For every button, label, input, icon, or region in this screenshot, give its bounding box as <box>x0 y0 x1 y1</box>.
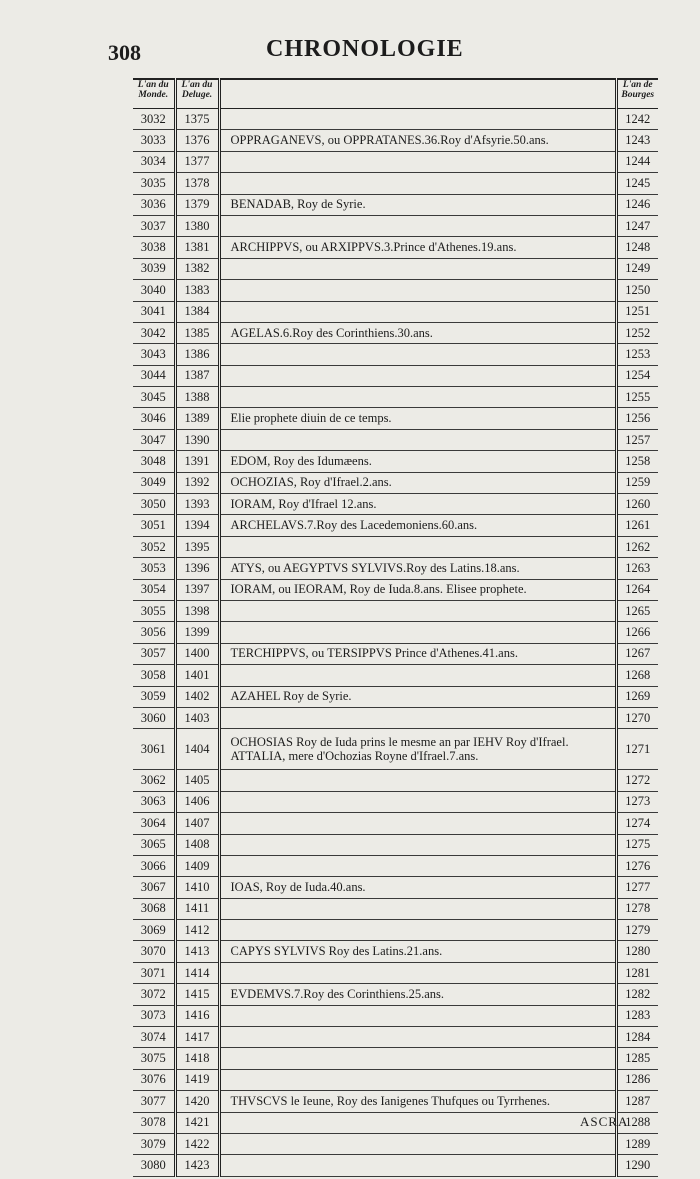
year-monde: 3037 <box>133 215 175 236</box>
table-row <box>133 920 658 941</box>
year-deluge: 1395 <box>175 536 219 557</box>
year-bourges: 1264 <box>616 579 658 600</box>
event-text: TERCHIPPVS, ou TERSIPPVS Prince d'Athenes.41.ans. <box>230 646 518 661</box>
year-bourges: 1273 <box>616 791 658 812</box>
year-deluge: 1417 <box>175 1027 219 1048</box>
year-bourges: 1260 <box>616 494 658 515</box>
table-row <box>133 643 658 664</box>
year-deluge: 1412 <box>175 920 219 941</box>
table-row <box>133 622 658 643</box>
year-deluge: 1410 <box>175 877 219 898</box>
event-cell <box>219 387 616 408</box>
year-monde: 3045 <box>133 387 175 408</box>
table-row <box>133 1005 658 1026</box>
year-deluge: 1384 <box>175 301 219 322</box>
table-row <box>133 1048 658 1069</box>
year-monde: 3059 <box>133 686 175 707</box>
year-bourges: 1278 <box>616 898 658 919</box>
year-deluge: 1406 <box>175 791 219 812</box>
year-deluge: 1390 <box>175 429 219 450</box>
table-row <box>133 322 658 343</box>
year-monde: 3070 <box>133 941 175 962</box>
event-cell <box>219 451 616 472</box>
year-monde: 3077 <box>133 1091 175 1112</box>
year-bourges: 1288 <box>616 1112 658 1133</box>
year-deluge: 1387 <box>175 365 219 386</box>
year-bourges: 1284 <box>616 1027 658 1048</box>
event-text: ARCHIPPVS, ou ARXIPPVS.3.Prince d'Athenes.19.ans. <box>230 240 517 255</box>
year-bourges: 1271 <box>616 729 658 770</box>
year-bourges: 1267 <box>616 643 658 664</box>
year-deluge: 1409 <box>175 855 219 876</box>
year-monde: 3065 <box>133 834 175 855</box>
year-deluge: 1408 <box>175 834 219 855</box>
year-bourges: 1242 <box>616 109 658 130</box>
event-cell <box>219 707 616 728</box>
year-monde: 3055 <box>133 600 175 621</box>
table-row <box>133 280 658 301</box>
event-cell <box>219 1112 616 1133</box>
year-bourges: 1248 <box>616 237 658 258</box>
event-cell <box>219 877 616 898</box>
table-row <box>133 707 658 728</box>
year-deluge: 1392 <box>175 472 219 493</box>
year-deluge: 1397 <box>175 579 219 600</box>
year-bourges: 1254 <box>616 365 658 386</box>
table-row <box>133 258 658 279</box>
year-deluge: 1386 <box>175 344 219 365</box>
event-text: OCHOZIAS, Roy d'Ifrael.2.ans. <box>230 475 392 490</box>
table-row <box>133 941 658 962</box>
year-monde: 3042 <box>133 322 175 343</box>
year-deluge: 1399 <box>175 622 219 643</box>
table-header-row <box>133 79 658 109</box>
year-bourges: 1246 <box>616 194 658 215</box>
table-row <box>133 729 658 770</box>
year-deluge: 1401 <box>175 665 219 686</box>
event-text: THVSCVS le Ieune, Roy des Ianigenes Thufques ou Tyrrhenes. <box>230 1093 550 1108</box>
event-cell <box>219 920 616 941</box>
year-monde: 3049 <box>133 472 175 493</box>
event-cell <box>219 280 616 301</box>
table-row <box>133 109 658 130</box>
event-cell <box>219 813 616 834</box>
year-bourges: 1257 <box>616 429 658 450</box>
year-bourges: 1261 <box>616 515 658 536</box>
event-cell <box>219 494 616 515</box>
year-bourges: 1277 <box>616 877 658 898</box>
table-row <box>133 301 658 322</box>
year-deluge: 1419 <box>175 1069 219 1090</box>
year-bourges: 1249 <box>616 258 658 279</box>
year-monde: 3032 <box>133 109 175 130</box>
event-cell <box>219 834 616 855</box>
year-monde: 3069 <box>133 920 175 941</box>
year-bourges: 1253 <box>616 344 658 365</box>
event-cell <box>219 301 616 322</box>
event-cell <box>219 408 616 429</box>
year-monde: 3044 <box>133 365 175 386</box>
event-cell <box>219 855 616 876</box>
year-bourges: 1274 <box>616 813 658 834</box>
event-cell <box>219 1091 616 1112</box>
year-deluge: 1400 <box>175 643 219 664</box>
year-deluge: 1407 <box>175 813 219 834</box>
event-cell <box>219 984 616 1005</box>
year-bourges: 1244 <box>616 151 658 172</box>
year-bourges: 1269 <box>616 686 658 707</box>
year-deluge: 1383 <box>175 280 219 301</box>
year-bourges: 1276 <box>616 855 658 876</box>
year-monde: 3036 <box>133 194 175 215</box>
col-header-monde: L'an du Monde. <box>133 79 175 109</box>
event-cell <box>219 536 616 557</box>
year-monde: 3046 <box>133 408 175 429</box>
year-deluge: 1380 <box>175 215 219 236</box>
event-cell <box>219 1005 616 1026</box>
table-row <box>133 1069 658 1090</box>
event-text: ATTALIA, mere d'Ochozias Royne d'Ifrael.7.ans. <box>230 749 479 764</box>
table-body <box>133 109 658 1177</box>
event-cell <box>219 1069 616 1090</box>
event-cell <box>219 194 616 215</box>
year-bourges: 1287 <box>616 1091 658 1112</box>
event-cell <box>219 130 616 151</box>
year-monde: 3033 <box>133 130 175 151</box>
event-cell <box>219 600 616 621</box>
table-row <box>133 515 658 536</box>
table-row <box>133 1133 658 1154</box>
year-monde: 3040 <box>133 280 175 301</box>
page-number: 308 <box>108 40 141 65</box>
year-monde: 3060 <box>133 707 175 728</box>
event-cell <box>219 515 616 536</box>
year-monde: 3035 <box>133 173 175 194</box>
year-bourges: 1265 <box>616 600 658 621</box>
year-monde: 3079 <box>133 1133 175 1154</box>
year-deluge: 1378 <box>175 173 219 194</box>
event-text: OCHOSIAS Roy de Iuda prins le mesme an par IEHV Roy d'Ifrael. <box>230 735 569 750</box>
table-row <box>133 558 658 579</box>
year-deluge: 1376 <box>175 130 219 151</box>
table-row <box>133 365 658 386</box>
year-monde: 3043 <box>133 344 175 365</box>
year-deluge: 1379 <box>175 194 219 215</box>
event-text: OPPRAGANEVS, ou OPPRATANES.36.Roy d'Afsyrie.50.ans. <box>230 133 549 148</box>
table-row <box>133 770 658 791</box>
year-monde: 3034 <box>133 151 175 172</box>
year-deluge: 1389 <box>175 408 219 429</box>
event-text: IOAS, Roy de Iuda.40.ans. <box>230 879 366 894</box>
year-monde: 3068 <box>133 898 175 919</box>
event-cell <box>219 729 616 770</box>
table-row <box>133 813 658 834</box>
year-deluge: 1385 <box>175 322 219 343</box>
year-monde: 3058 <box>133 665 175 686</box>
year-bourges: 1270 <box>616 707 658 728</box>
year-bourges: 1252 <box>616 322 658 343</box>
year-monde: 3054 <box>133 579 175 600</box>
chronology-table <box>133 78 658 1177</box>
event-cell <box>219 558 616 579</box>
year-monde: 3067 <box>133 877 175 898</box>
year-deluge: 1420 <box>175 1091 219 1112</box>
year-bourges: 1259 <box>616 472 658 493</box>
year-deluge: 1388 <box>175 387 219 408</box>
year-bourges: 1262 <box>616 536 658 557</box>
event-text: AGELAS.6.Roy des Corinthiens.30.ans. <box>230 325 433 340</box>
year-deluge: 1381 <box>175 237 219 258</box>
table-row <box>133 472 658 493</box>
year-bourges: 1280 <box>616 941 658 962</box>
table-row <box>133 387 658 408</box>
table-row <box>133 494 658 515</box>
event-cell <box>219 258 616 279</box>
year-deluge: 1421 <box>175 1112 219 1133</box>
event-cell <box>219 941 616 962</box>
year-monde: 3064 <box>133 813 175 834</box>
year-bourges: 1245 <box>616 173 658 194</box>
table-row <box>133 237 658 258</box>
table-row <box>133 898 658 919</box>
running-head: CHRONOLOGIE <box>266 36 464 62</box>
event-cell <box>219 215 616 236</box>
year-monde: 3051 <box>133 515 175 536</box>
table-row <box>133 791 658 812</box>
table-row <box>133 686 658 707</box>
event-cell <box>219 173 616 194</box>
event-cell <box>219 1027 616 1048</box>
event-cell <box>219 1048 616 1069</box>
year-bourges: 1250 <box>616 280 658 301</box>
table-row <box>133 855 658 876</box>
col-header-bourges: L'an de Bourges <box>616 79 658 109</box>
year-monde: 3063 <box>133 791 175 812</box>
year-monde: 3053 <box>133 558 175 579</box>
table-row <box>133 429 658 450</box>
event-cell <box>219 344 616 365</box>
year-monde: 3061 <box>133 729 175 770</box>
table-row <box>133 834 658 855</box>
event-cell <box>219 472 616 493</box>
event-cell <box>219 237 616 258</box>
year-bourges: 1258 <box>616 451 658 472</box>
year-monde: 3073 <box>133 1005 175 1026</box>
year-bourges: 1289 <box>616 1133 658 1154</box>
year-deluge: 1416 <box>175 1005 219 1026</box>
event-text: EVDEMVS.7.Roy des Corinthiens.25.ans. <box>230 986 445 1001</box>
table-row <box>133 215 658 236</box>
year-deluge: 1418 <box>175 1048 219 1069</box>
year-deluge: 1404 <box>175 729 219 770</box>
year-bourges: 1272 <box>616 770 658 791</box>
event-cell <box>219 791 616 812</box>
event-cell <box>219 770 616 791</box>
year-monde: 3052 <box>133 536 175 557</box>
year-monde: 3066 <box>133 855 175 876</box>
year-bourges: 1275 <box>616 834 658 855</box>
event-cell <box>219 322 616 343</box>
year-deluge: 1423 <box>175 1155 219 1176</box>
year-monde: 3076 <box>133 1069 175 1090</box>
year-deluge: 1391 <box>175 451 219 472</box>
event-text: ATYS, ou AEGYPTVS SYLVIVS.Roy des Latins.18.ans. <box>230 560 520 575</box>
year-deluge: 1414 <box>175 962 219 983</box>
table-row <box>133 194 658 215</box>
year-monde: 3039 <box>133 258 175 279</box>
event-cell <box>219 109 616 130</box>
year-monde: 3038 <box>133 237 175 258</box>
event-cell <box>219 898 616 919</box>
catchword: ASCRA <box>580 1114 629 1129</box>
event-cell <box>219 1155 616 1176</box>
event-text: AZAHEL Roy de Syrie. <box>230 689 352 704</box>
table-row <box>133 962 658 983</box>
table-row <box>133 151 658 172</box>
event-cell <box>219 622 616 643</box>
table-row <box>133 1155 658 1176</box>
event-cell <box>219 429 616 450</box>
table-row <box>133 1027 658 1048</box>
table-row <box>133 408 658 429</box>
table-row <box>133 600 658 621</box>
year-bourges: 1283 <box>616 1005 658 1026</box>
table-row <box>133 536 658 557</box>
year-bourges: 1281 <box>616 962 658 983</box>
event-text: Elie prophete diuin de ce temps. <box>230 411 392 426</box>
table-row <box>133 984 658 1005</box>
table-row <box>133 130 658 151</box>
year-deluge: 1377 <box>175 151 219 172</box>
year-monde: 3041 <box>133 301 175 322</box>
year-monde: 3062 <box>133 770 175 791</box>
event-cell <box>219 962 616 983</box>
event-text: CAPYS SYLVIVS Roy des Latins.21.ans. <box>230 944 443 959</box>
year-deluge: 1394 <box>175 515 219 536</box>
year-bourges: 1247 <box>616 215 658 236</box>
table-row <box>133 451 658 472</box>
year-deluge: 1413 <box>175 941 219 962</box>
table-row <box>133 665 658 686</box>
year-monde: 3050 <box>133 494 175 515</box>
year-bourges: 1279 <box>616 920 658 941</box>
year-deluge: 1398 <box>175 600 219 621</box>
year-monde: 3075 <box>133 1048 175 1069</box>
year-deluge: 1396 <box>175 558 219 579</box>
year-bourges: 1243 <box>616 130 658 151</box>
year-bourges: 1256 <box>616 408 658 429</box>
year-monde: 3074 <box>133 1027 175 1048</box>
event-cell <box>219 365 616 386</box>
year-bourges: 1282 <box>616 984 658 1005</box>
event-text: EDOM, Roy des Idumæens. <box>230 453 372 468</box>
col-header-events <box>219 79 616 109</box>
year-bourges: 1286 <box>616 1069 658 1090</box>
table-row <box>133 173 658 194</box>
year-deluge: 1402 <box>175 686 219 707</box>
year-monde: 3072 <box>133 984 175 1005</box>
event-cell <box>219 643 616 664</box>
year-deluge: 1403 <box>175 707 219 728</box>
table-row <box>133 579 658 600</box>
year-monde: 3056 <box>133 622 175 643</box>
year-bourges: 1251 <box>616 301 658 322</box>
event-text: BENADAB, Roy de Syrie. <box>230 197 366 212</box>
year-bourges: 1263 <box>616 558 658 579</box>
event-cell <box>219 1133 616 1154</box>
year-bourges: 1266 <box>616 622 658 643</box>
year-monde: 3080 <box>133 1155 175 1176</box>
year-deluge: 1375 <box>175 109 219 130</box>
year-monde: 3048 <box>133 451 175 472</box>
table-row <box>133 344 658 365</box>
table-row <box>133 1091 658 1112</box>
event-text: IORAM, ou IEORAM, Roy de Iuda.8.ans. Elisee prophete. <box>230 582 527 597</box>
year-deluge: 1415 <box>175 984 219 1005</box>
year-monde: 3057 <box>133 643 175 664</box>
year-deluge: 1422 <box>175 1133 219 1154</box>
year-bourges: 1255 <box>616 387 658 408</box>
year-deluge: 1411 <box>175 898 219 919</box>
year-bourges: 1268 <box>616 665 658 686</box>
table-row <box>133 877 658 898</box>
col-header-deluge: L'an du Deluge. <box>175 79 219 109</box>
year-monde: 3047 <box>133 429 175 450</box>
event-text: IORAM, Roy d'Ifrael 12.ans. <box>230 496 377 511</box>
year-monde: 3071 <box>133 962 175 983</box>
event-cell <box>219 686 616 707</box>
event-cell <box>219 151 616 172</box>
year-monde: 3078 <box>133 1112 175 1133</box>
year-bourges: 1290 <box>616 1155 658 1176</box>
event-cell <box>219 579 616 600</box>
year-bourges: 1285 <box>616 1048 658 1069</box>
event-cell <box>219 665 616 686</box>
year-deluge: 1393 <box>175 494 219 515</box>
year-deluge: 1405 <box>175 770 219 791</box>
year-deluge: 1382 <box>175 258 219 279</box>
event-text: ARCHELAVS.7.Roy des Lacedemoniens.60.ans. <box>230 518 478 533</box>
